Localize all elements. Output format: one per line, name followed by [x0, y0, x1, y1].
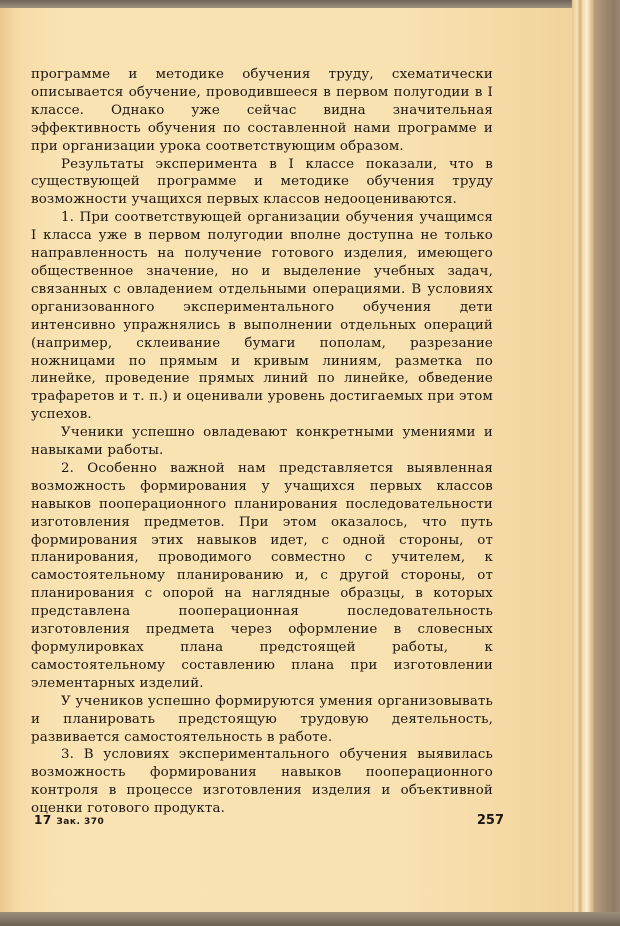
page-number: 257 [476, 813, 504, 828]
page-stack-edges [572, 0, 594, 926]
paragraph-planning: У учеников успешно формируются умения организовывать и планировать предстоящую трудовую деятельность, развивается самостоятельность в работе. [31, 693, 493, 745]
body-text [31, 66, 493, 818]
signature-label: Зак. 370 [56, 817, 105, 827]
paragraph-results: Результаты эксперимента в I классе показали, что в существующей программе и методике обучения труду возможности учащихся первых классов недооцениваются. [31, 156, 493, 208]
book-page [0, 8, 582, 914]
paragraph-point-2: 2. Особенно важной нам представляется выявленная возможность формирования у учащихся первых классов навыков пооперационного планирования последовательности изготовления предметов. При этом оказалось, что путь формирования этих навыков идет, с одной стороны, от планирования, проводимого совместно с учителем, к самостоятельному планированию и, с другой стороны, от планирования с опорой на наглядные образцы, в которых представлена пооперационная последовательность изготовления предмета через оформление в словесных формулировках плана предстоящей работы, к самостоятельному составлению плана при изготовлении элементарных изделий. [31, 460, 493, 691]
paragraph-point-3: 3. В условиях экспериментального обучения выявилась возможность формирования навыков пооперационного контроля в процессе изготовления изделия и объективной оценки готового продукта. [31, 747, 493, 817]
paragraph-skills: Ученики успешно овладевают конкретными умениями и навыками работы. [31, 425, 493, 459]
paragraph-continuation: программе и методике обучения труду, схематически описывается обучение, проводившееся в первом полугодии в I классе. Однако уже сейчас видна значительная эффективность обучения по составленной нами программе и при организации урока соответствующим образом. [31, 67, 493, 154]
scan-bottom-edge [0, 912, 620, 926]
printer-signature [34, 813, 104, 827]
page-footer [34, 813, 504, 831]
book-cover-edge [594, 0, 620, 926]
signature-number: 17 [34, 813, 52, 827]
paragraph-point-1: 1. При соответствующей организации обучения учащимся I класса уже в первом полугодии вполне доступна не только направленность на получение готового изделия, имеющего общественное значение, но и выделение учебных задач, связанных с овладением отдельными операциями. В условиях организованного экспериментального обучения дети интенсивно упражнялись в выполнении отдельных операций (например, склеивание бумаги пополам, разрезание ножницами по прямым и кривым линиям, разметка по линейке, проведение прямых линий по линейке, обведение трафаретов и т. п.) и оценивали уровень достигаемых при этом успехов. [31, 210, 493, 423]
